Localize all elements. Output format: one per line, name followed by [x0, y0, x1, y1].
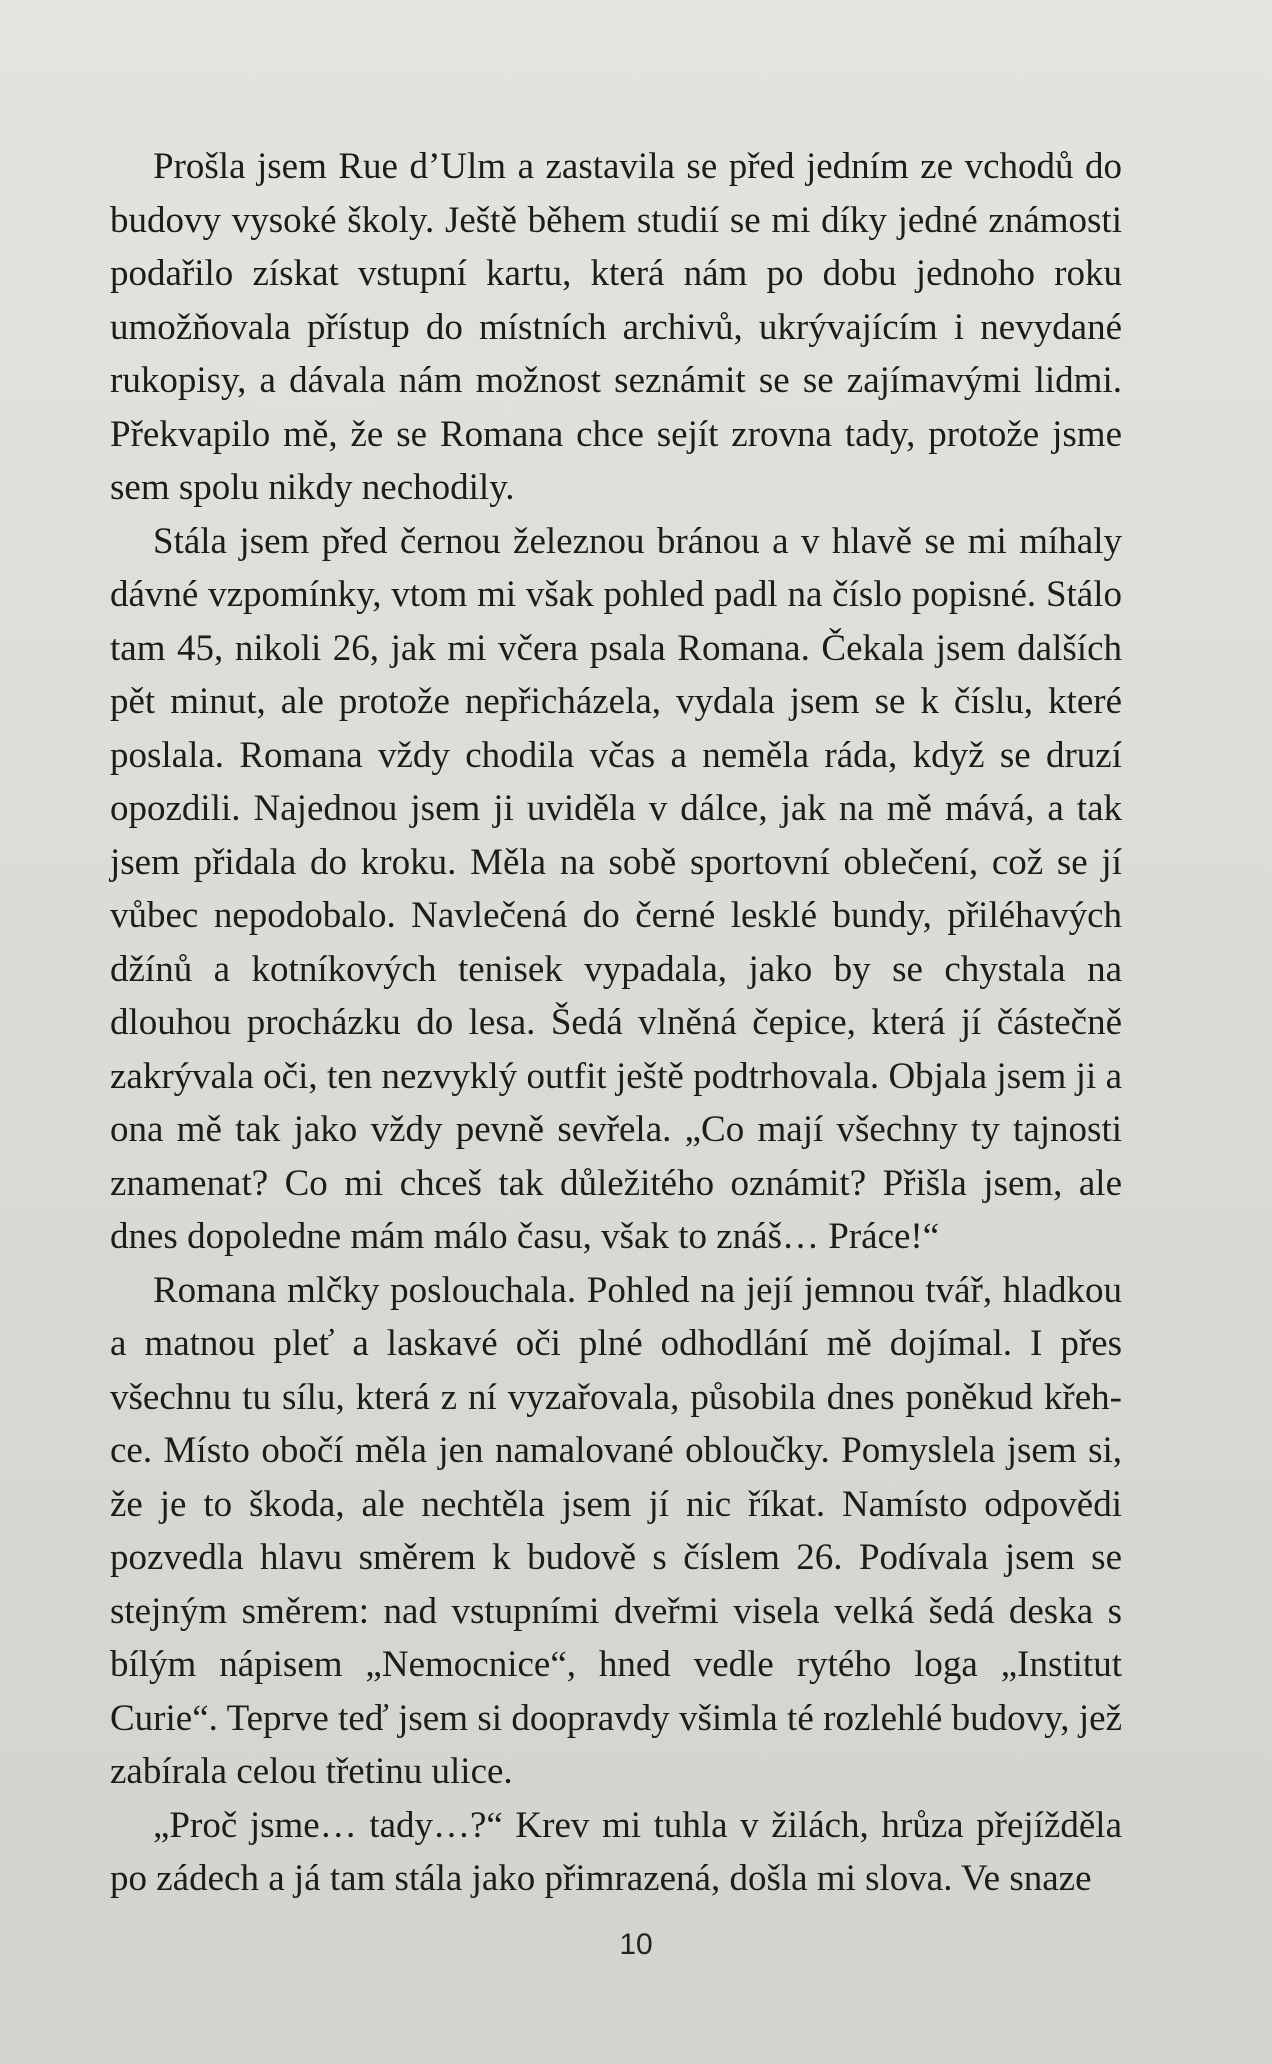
page-number: 10: [619, 1928, 653, 1961]
body-text: [110, 140, 1122, 1906]
paragraph-3: Romana mlčky poslouchala. Pohled na její jemnou tvář, hladkou a matnou pleť a laskavé oči plné odhodlání mě dojímal. I přes všechnu tu sílu, která z ní vyzařovala, působila dnes poněkud křehce. Místo obočí měla jen namalované obloučky. Pomyslela jsem si, že je to škoda, ale nechtěla jsem jí nic říkat. Namísto odpovědi pozvedla hlavu směrem k budově s číslem 26. Podívala jsem se stejným směrem: nad vstupními dveřmi visela velká šedá deska s bílým nápisem „Nemocnice“, hned vedle rytého loga „Institut Curie“. Teprve teď jsem si doopravdy všimla té rozlehlé budovy, jež zabírala celou třetinu ulice.: [110, 1269, 1122, 1792]
paragraph-2: Stála jsem před černou železnou bránou a v hlavě se mi míhaly dávné vzpomínky, vtom mi však pohled padl na číslo popisné. Stálo tam 45, nikoli 26, jak mi včera psala Romana. Čekala jsem dalších pět minut, ale protože nepřicházela, vydala jsem se k číslu, které poslala. Romana vždy chodila včas a neměla ráda, když se druzí opozdili. Najednou jsem ji uviděla v dálce, jak na mě mává, a tak jsem přidala do kroku. Měla na sobě sportovní oblečení, což se jí vůbec nepodobalo. Navlečená do černé lesklé bundy, přiléhavých džínů a kotníkových tenisek vypadala, jako by se chystala na dlouhou procházku do lesa. Šedá vlněná čepice, která jí částečně zakrývala oči, ten nezvyklý outfit ještě podtrhovala. Objala jsem ji a ona mě tak jako vždy pevně sevřela. „Co mají všechny ty tajnosti znamenat? Co mi chceš tak důležitého oznámit? Přišla jsem, ale dnes dopoledne mám málo času, však to znáš… Práce!“: [110, 520, 1122, 1257]
paragraph-4: „Proč jsme… tady…?“ Krev mi tuhla v žilách, hrůza přejížděla po zádech a já tam stála jako přimrazená, došla mi slova. Ve snaze: [110, 1804, 1122, 1899]
paragraph-1: Prošla jsem Rue d’Ulm a zastavila se před jedním ze vchodů do budovy vysoké školy. Ještě během studií se mi díky jedné známosti podařilo získat vstupní kartu, která nám po dobu jednoho roku umožňovala přístup do místních archivů, ukrývajícím i nevydané rukopisy, a dávala nám možnost seznámit se se zajímavými lidmi. Překvapilo mě, že se Romana chce sejít zrovna tady, protože jsme sem spolu nikdy nechodily.: [110, 146, 1122, 508]
